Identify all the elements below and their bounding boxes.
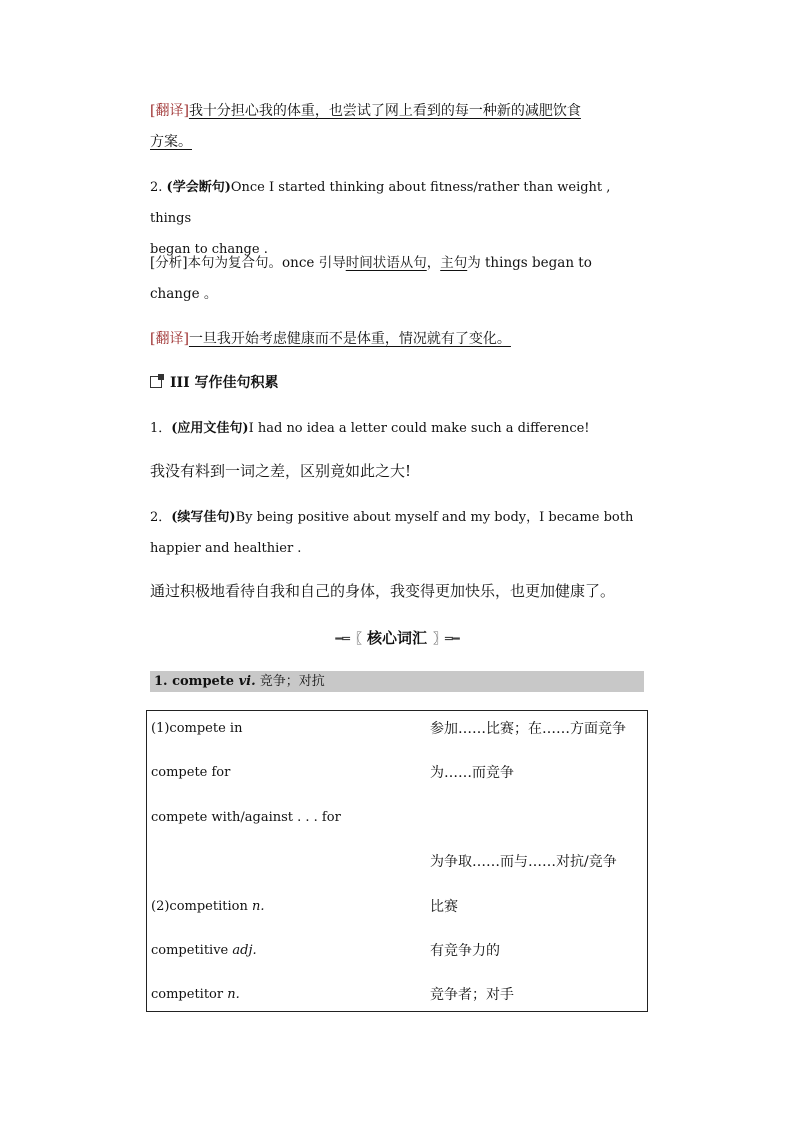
sentence-item-1 (150, 413, 650, 444)
english-sentence: By being positive about myself and my body，I became both (235, 510, 634, 525)
english-sentence: Once I started thinking about fitness/rather than weight , things (150, 180, 611, 226)
word-meaning: 竞争；对抗 (255, 674, 325, 689)
table-row (147, 758, 647, 788)
phrase (151, 892, 264, 922)
word-headword: 1. compete (154, 674, 239, 689)
item-number: 2. (150, 180, 167, 195)
sentence-item-1-translation (150, 456, 650, 487)
item-label: (应用文佳句) (171, 421, 249, 436)
meaning: 有竞争力的 (430, 943, 500, 959)
item-label: (续写佳句) (171, 510, 236, 525)
english-sentence-cont: began to change . (150, 242, 268, 257)
translation-tag: [翻译] (150, 103, 189, 119)
translation-paragraph-2 (150, 324, 650, 355)
table-row (147, 714, 647, 744)
analysis-underline-main: 主句 (440, 255, 468, 271)
phrase: compete for (151, 765, 231, 780)
banner-deco-left: ━═〖 (335, 631, 361, 647)
banner-title: 核心词汇 (366, 628, 427, 647)
phrase-pos: n. (251, 899, 265, 914)
square-bullet-icon (150, 376, 162, 388)
meaning: 竞争者；对手 (430, 987, 514, 1003)
translation-tag: [翻译] (150, 331, 189, 347)
meaning: 为……而竞争 (430, 765, 514, 781)
item-number: 1． (150, 421, 172, 436)
meaning: 参加……比赛；在……方面竞争 (430, 721, 626, 737)
table-row (147, 980, 647, 1010)
english-sentence-cont: happier and healthier . (150, 541, 302, 556)
analysis-text-cont: change 。 (150, 286, 218, 302)
phrase: compete with/against . . . for (151, 810, 341, 825)
sentence-item-2-translation (150, 576, 650, 607)
phrase-word: (2)competition (151, 899, 252, 914)
phrase-word: competitor (151, 987, 228, 1002)
banner-deco-right: 〗═━ (433, 631, 459, 647)
translation-text: 一旦我开始考虑健康而不是体重，情况就有了变化。 (188, 331, 511, 347)
analysis-text-2: 为 things began to (467, 255, 592, 271)
table-row (147, 803, 647, 833)
table-row (147, 936, 647, 966)
table-row (147, 847, 647, 877)
analysis-comma: ， (426, 255, 441, 271)
item-number: 2． (150, 510, 172, 525)
item-label: (学会断句) (166, 180, 231, 195)
chinese-translation: 通过积极地看待自我和自己的身体，我变得更加快乐，也更加健康了。 (150, 582, 616, 600)
core-vocabulary-banner (150, 624, 644, 650)
chinese-translation: 我没有料到一词之差，区别竟如此之大! (150, 462, 412, 480)
phrase-word: competitive (151, 943, 233, 958)
meaning: 为争取……而与……对抗/竞争 (430, 854, 617, 870)
meaning: 比赛 (430, 899, 458, 915)
analysis-tag: [分析] (150, 255, 188, 271)
word-pos: vi. (238, 674, 256, 689)
analysis-underline-clause: 时间状语从句 (345, 255, 427, 271)
sentence-item-2 (150, 502, 650, 564)
section-heading (150, 370, 279, 394)
translation-text: 我十分担心我的体重，也尝试了网上看到的每一种新的减肥饮食 (188, 103, 581, 119)
vocabulary-table (146, 710, 648, 1012)
phrase-pos: n. (227, 987, 240, 1002)
translation-paragraph-1 (150, 96, 650, 158)
section-title: III 写作佳句积累 (170, 375, 279, 391)
phrase-pos: adj. (232, 943, 257, 958)
analysis-paragraph (150, 248, 650, 310)
word-heading-bar (150, 671, 644, 692)
phrase (151, 936, 257, 966)
table-row (147, 892, 647, 922)
phrase: (1)compete in (151, 721, 243, 736)
phrase (151, 980, 240, 1010)
analysis-text: 本句为复合句。once 引导 (187, 255, 346, 271)
english-sentence: I had no idea a letter could make such a difference! (248, 421, 590, 436)
translation-text-cont: 方案。 (150, 134, 192, 150)
